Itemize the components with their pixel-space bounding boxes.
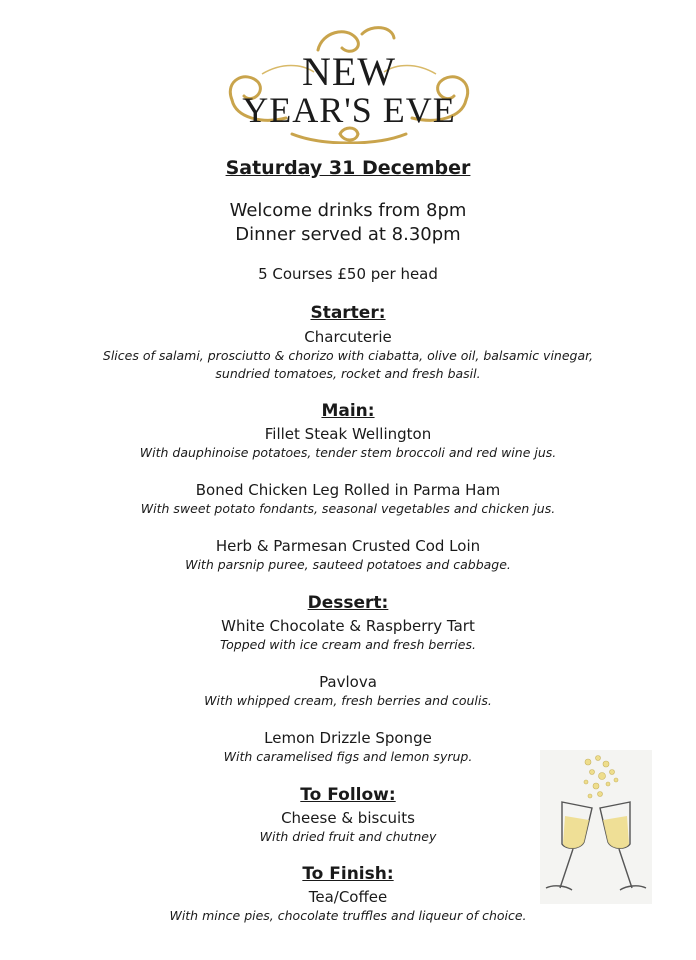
dessert-dish-1-description: Topped with ice cream and fresh berries. xyxy=(220,637,476,652)
event-date: Saturday 31 December xyxy=(225,157,471,179)
main-heading: Main: xyxy=(321,401,375,421)
to-finish-description: With mince pies, chocolate truffles and liqueur of choice. xyxy=(169,908,527,923)
dessert-heading: Dessert: xyxy=(307,593,389,613)
dinner-time: Dinner served at 8.30pm xyxy=(235,224,461,245)
dessert-dish-1: White Chocolate & Raspberry Tart xyxy=(221,617,475,635)
main-dish-2-description: With sweet potato fondants, seasonal vegetables and chicken jus. xyxy=(140,501,556,516)
logo-line-new: NEW xyxy=(301,49,397,94)
starter-dish: Charcuterie xyxy=(304,328,392,346)
dessert-dish-2-description: With whipped cream, fresh berries and coulis. xyxy=(204,693,492,708)
champagne-glasses-icon xyxy=(540,750,652,904)
price-line: 5 Courses £50 per head xyxy=(258,265,438,283)
to-follow-dish: Cheese & biscuits xyxy=(281,809,415,827)
main-dish-3-description: With parsnip puree, sauteed potatoes and cabbage. xyxy=(185,557,511,572)
starter-description-line2: sundried tomatoes, rocket and fresh basil. xyxy=(215,366,481,381)
main-dish-1-description: With dauphinoise potatoes, tender stem broccoli and red wine jus. xyxy=(139,445,557,460)
to-follow-description: With dried fruit and chutney xyxy=(259,829,437,844)
main-dish-3: Herb & Parmesan Crusted Cod Loin xyxy=(215,537,481,555)
logo-line-years-eve: YEAR'S EVE xyxy=(242,90,456,130)
dessert-dish-3-description: With caramelised figs and lemon syrup. xyxy=(223,749,473,764)
welcome-drinks-time: Welcome drinks from 8pm xyxy=(229,200,467,221)
starter-description-line1: Slices of salami, prosciutto & chorizo with ciabatta, olive oil, balsamic vinegar, xyxy=(102,348,594,363)
starter-heading: Starter: xyxy=(310,303,386,323)
dessert-dish-3: Lemon Drizzle Sponge xyxy=(264,729,432,747)
to-finish-dish: Tea/Coffee xyxy=(308,888,388,906)
dessert-dish-2: Pavlova xyxy=(319,673,377,691)
to-follow-heading: To Follow: xyxy=(300,785,396,805)
to-finish-heading: To Finish: xyxy=(302,864,394,884)
new-years-eve-logo xyxy=(222,22,476,144)
main-dish-1: Fillet Steak Wellington xyxy=(264,425,432,443)
main-dish-2: Boned Chicken Leg Rolled in Parma Ham xyxy=(195,481,501,499)
